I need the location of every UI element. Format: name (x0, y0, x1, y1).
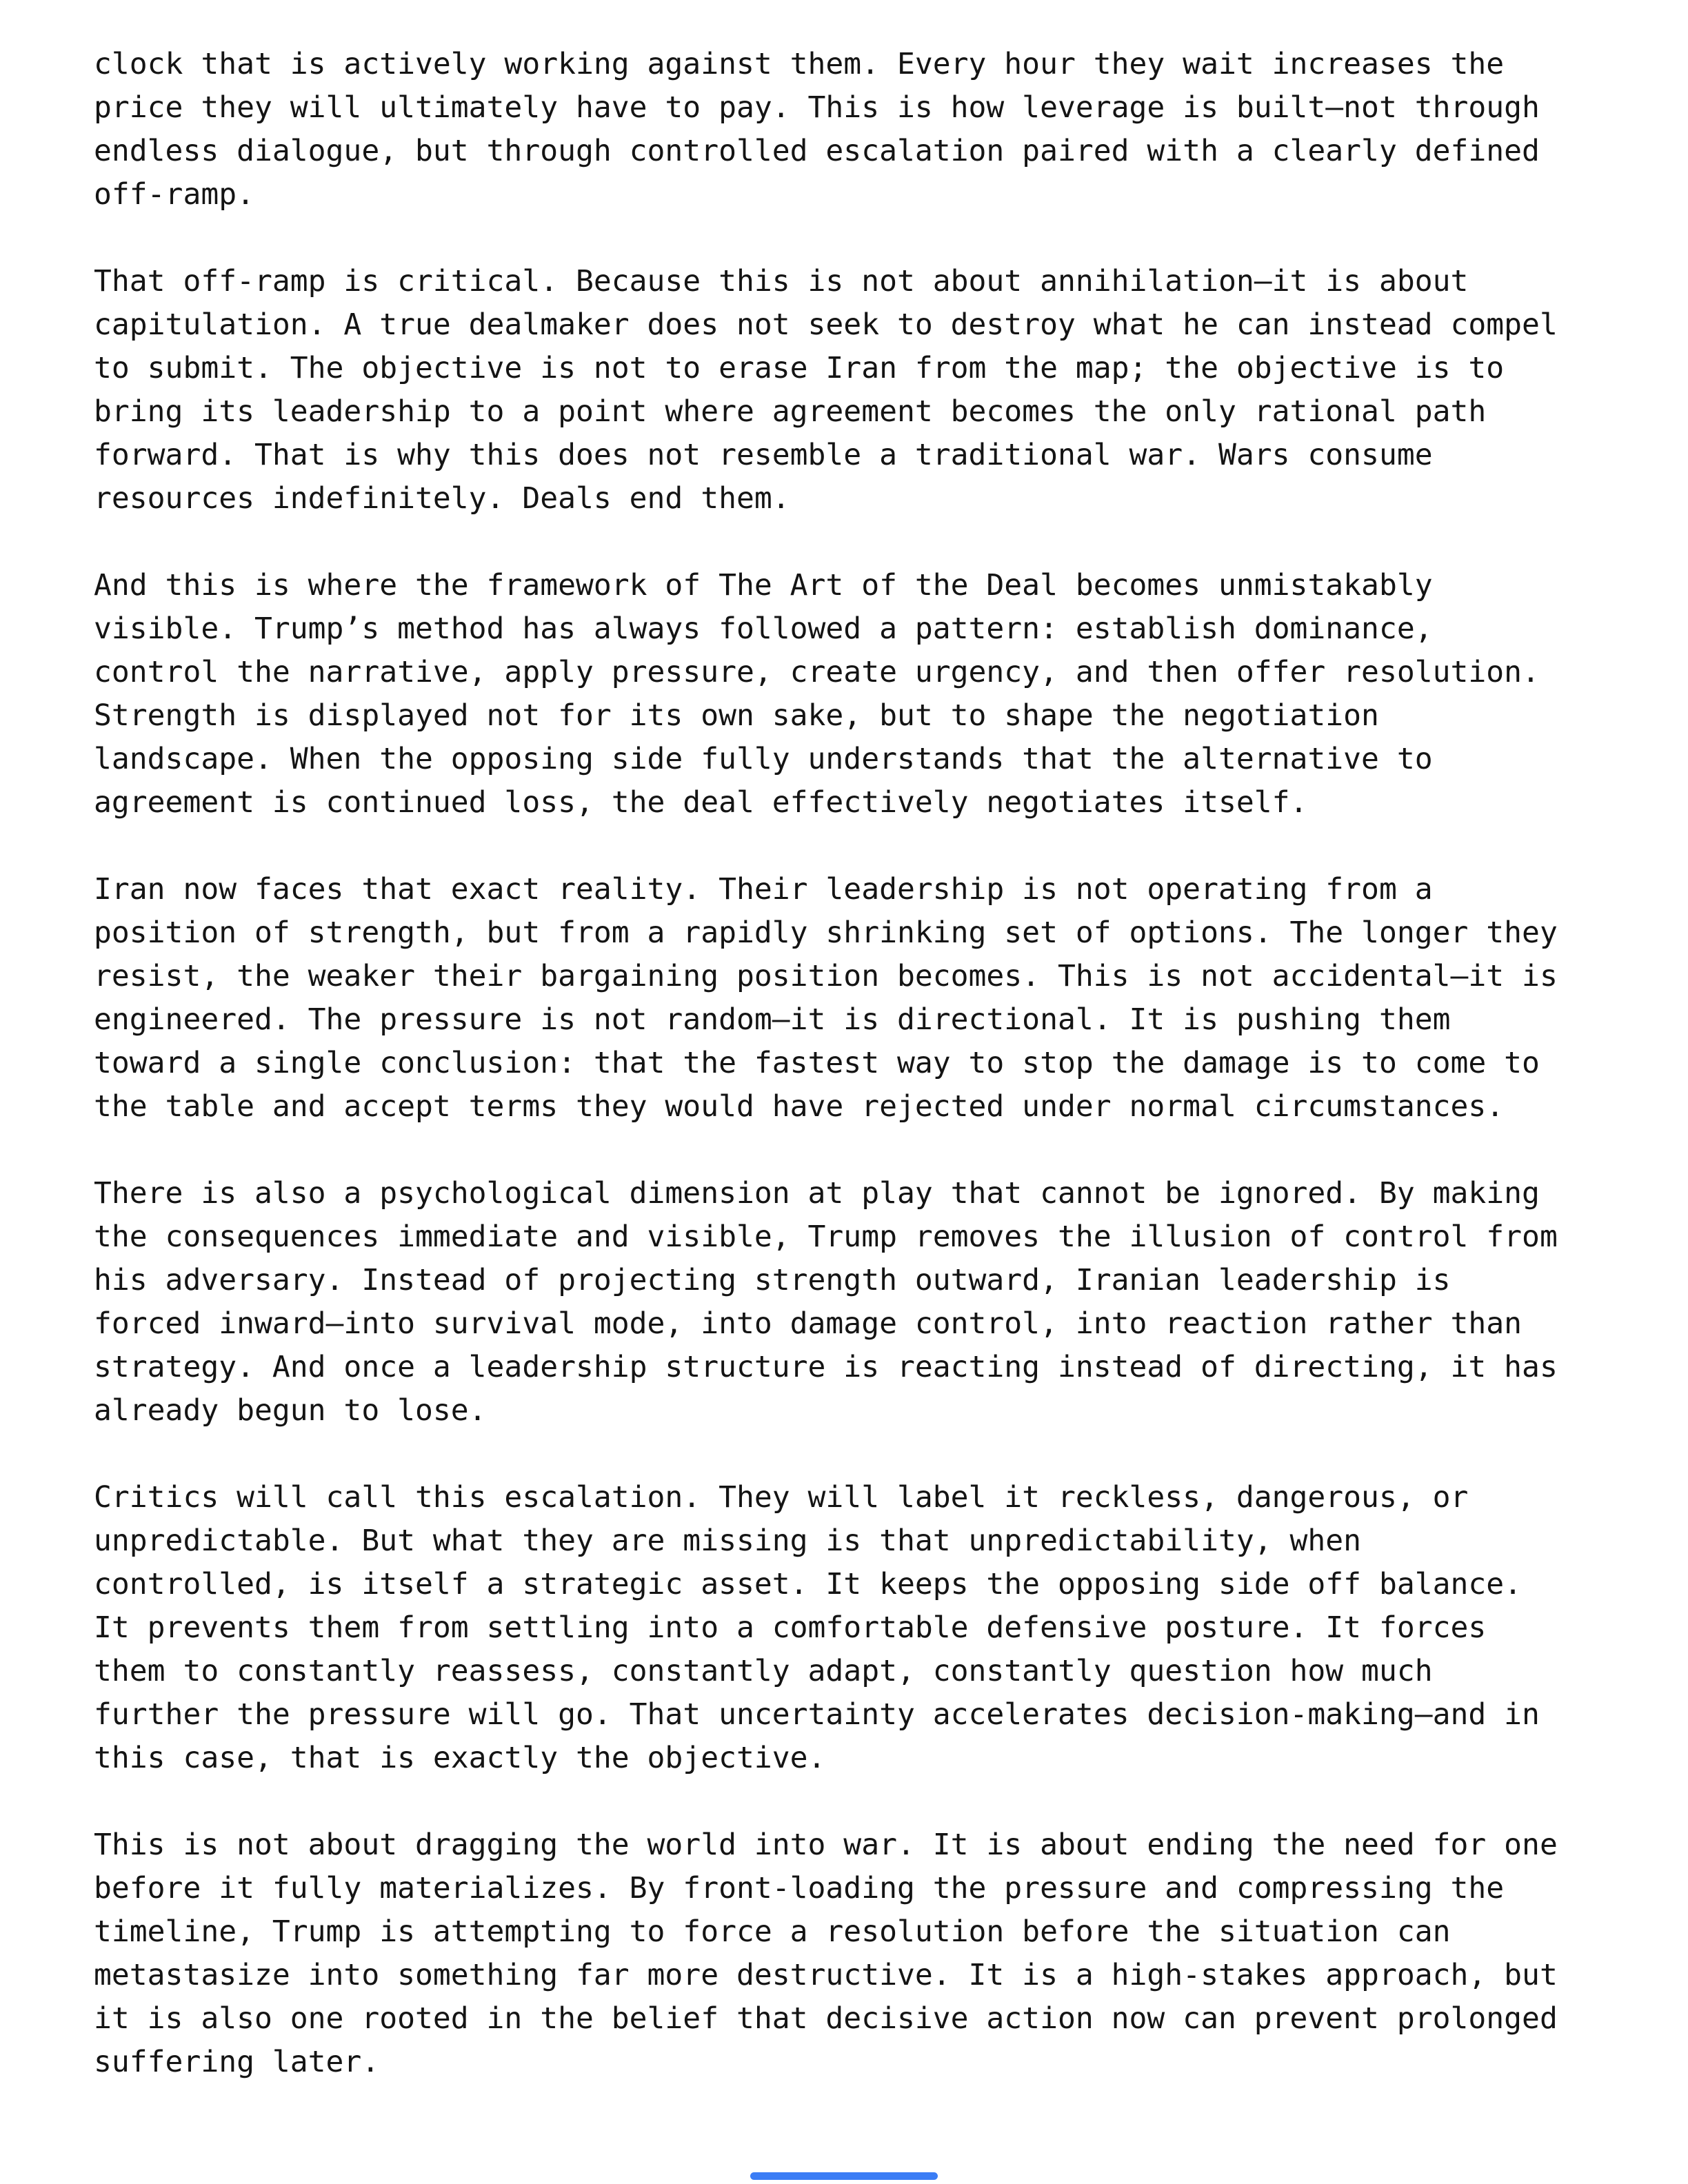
paragraph: Critics will call this escalation. They will label it reckless, dangerous, or unpredictable. But what they are missing is that unpredictability, when controlled, is itself a strategic asset. It keeps the opposing side off balance. It prevents them from settling into a comfortable defensive posture. It forces them to constantly reassess, constantly adapt, constantly question how much further the pressure will go. That uncertainty accelerates decision-making—and in this case, that is exactly the objective. (94, 1480, 1540, 1775)
paragraph: And this is where the framework of The Art of the Deal becomes unmistakably visible. Trump’s method has always followed a pattern: establish dominance, control the narrative, apply pressure, create urgency, and then offer resolution. Strength is displayed not for its own sake, but to shape the negotiation landscape. When the opposing side fully understands that the alternative to agreement is continued loss, the deal effectively negotiates itself. (94, 568, 1540, 820)
home-indicator[interactable] (750, 2172, 938, 2180)
paragraph: That off-ramp is critical. Because this is not about annihilation—it is about capitulation. A true dealmaker does not seek to destroy what he can instead compel to submit. The objective is not to erase Iran from the map; the objective is to bring its leadership to a point where agreement becomes the only rational path forward. That is why this does not resemble a traditional war. Wars consume resources indefinitely. Deals end them. (94, 264, 1558, 516)
paragraph: clock that is actively working against them. Every hour they wait increases the price they will ultimately have to pay. This is how leverage is built—not through endless dialogue, but through controlled escalation paired with a clearly defined off-ramp. (94, 47, 1540, 212)
paragraph: This is not about dragging the world into war. It is about ending the need for one before it fully materializes. By front-loading the pressure and compressing the timeline, Trump is attempting to force a resolution before the situation can metastasize into something far more destructive. It is a high-stakes approach, but it is also one rooted in the belief that decisive action now can prevent prolonged suffering later. (94, 1828, 1558, 2079)
paragraph: There is also a psychological dimension at play that cannot be ignored. By making the consequences immediate and visible, Trump removes the illusion of control from his adversary. Instead of projecting strength outward, Iranian leadership is forced inward—into survival mode, into damage control, into reaction rather than strategy. And once a leadership structure is reacting instead of directing, it has already begun to lose. (94, 1176, 1558, 1428)
paragraph: Iran now faces that exact reality. Their leadership is not operating from a position of strength, but from a rapidly shrinking set of options. The longer they resist, the weaker their bargaining position becomes. This is not accidental—it is engineered. The pressure is not random—it is directional. It is pushing them toward a single conclusion: that the fastest way to stop the damage is to come to the table and accept terms they would have rejected under normal circumstances. (94, 872, 1558, 1124)
